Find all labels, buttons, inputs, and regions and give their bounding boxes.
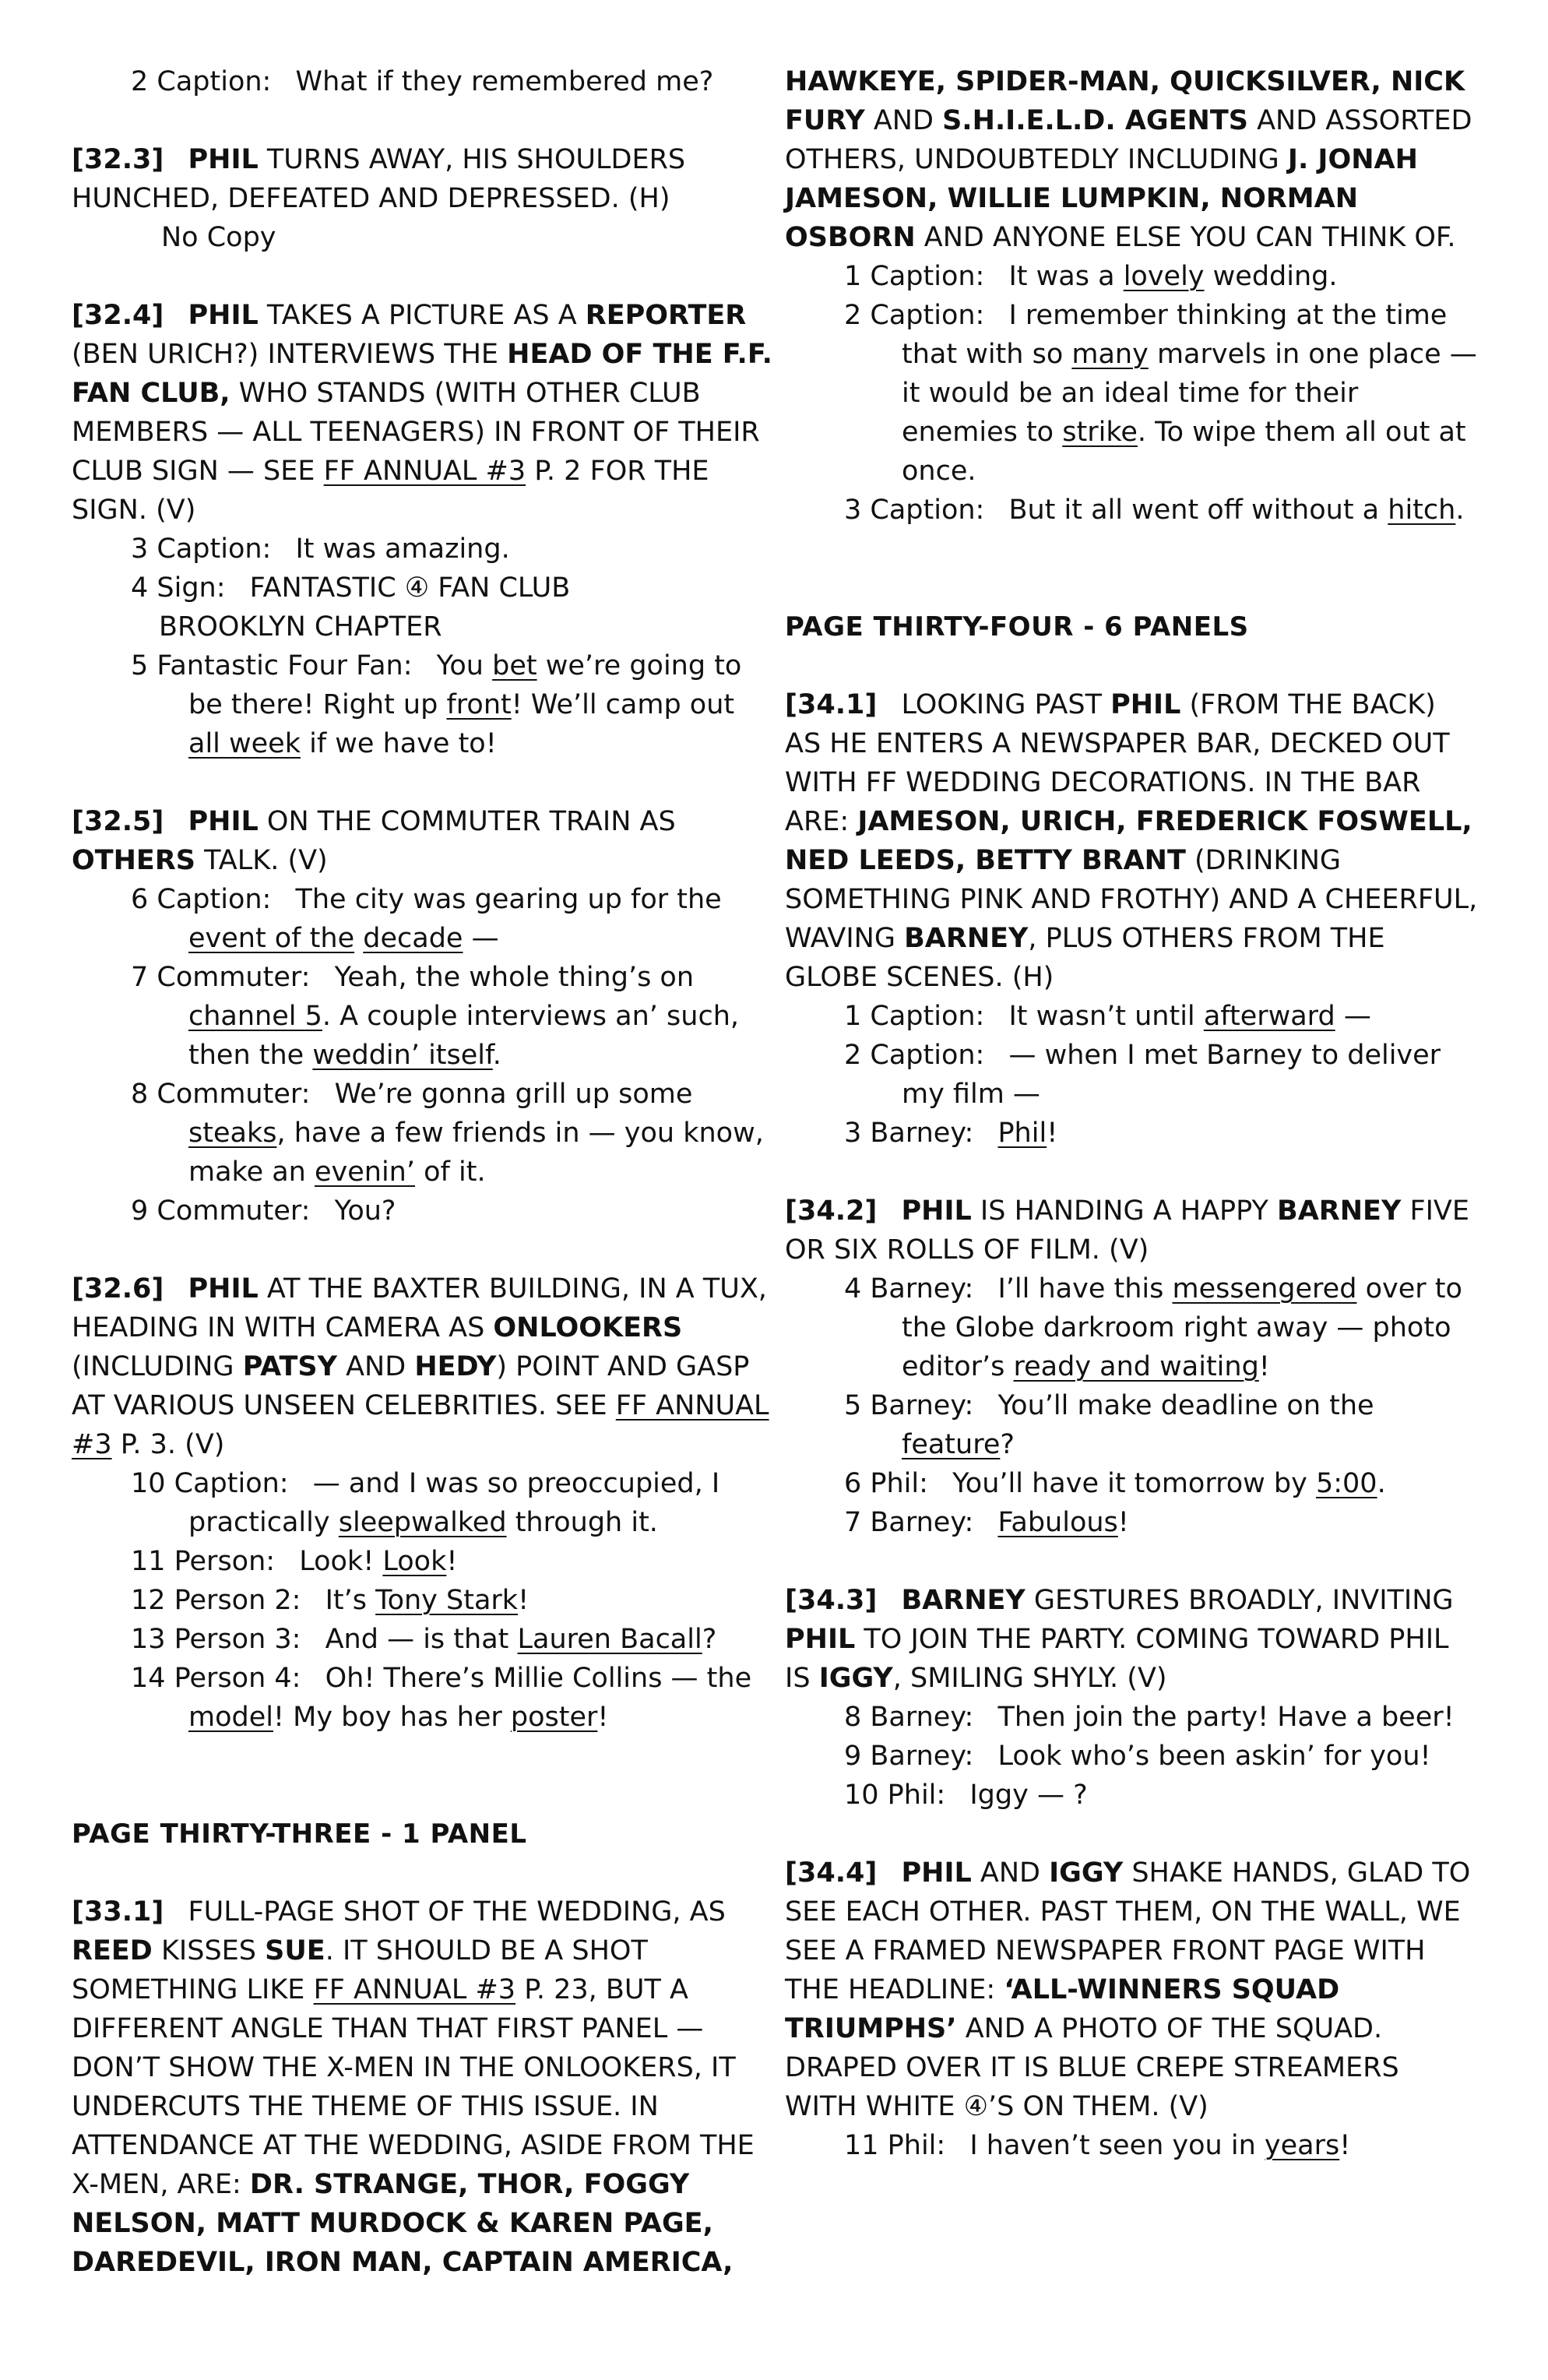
dialogue-text: ! (446, 1546, 458, 1577)
dialogue-line (131, 1620, 772, 1659)
speaker: 11 Person: (131, 1546, 276, 1577)
panel-number: [32.4] (72, 300, 164, 331)
dialogue-line (844, 1269, 1478, 1386)
dialogue-text: — (1343, 1001, 1371, 1032)
emphasis: poster (510, 1702, 598, 1733)
dialogue-continuation: BROOKLYN CHAPTER (159, 611, 442, 643)
panel-description (785, 685, 1478, 997)
emphasis: channel 5 (188, 1001, 322, 1032)
panel-description (785, 1581, 1478, 1698)
bold-text: PHIL (188, 144, 259, 175)
dialogue-text: . To wipe them all out at once. (902, 417, 1466, 487)
speaker: 11 Phil: (844, 2130, 946, 2161)
speaker: 6 Phil: (844, 1468, 928, 1499)
speaker: 1 Caption: (844, 261, 985, 292)
panel-text: ) POINT AND GASP AT VARIOUS UNSEEN CELEBRITIES. SEE (72, 1351, 750, 1421)
bold-text: PHIL (785, 1624, 856, 1655)
bold-text: HAWKEYE, SPIDER-MAN, QUICKSILVER, NICK FURY (785, 66, 1465, 136)
dialogue-text: It’s (325, 1585, 368, 1616)
dialogue-text: The city was gearing up for the (295, 884, 722, 915)
dialogue-text: I’ll have this (997, 1273, 1164, 1304)
speaker: 5 Fantastic Four Fan: (131, 650, 413, 681)
speaker: 14 Person 4: (131, 1663, 301, 1694)
panel-text: AND (980, 1857, 1040, 1889)
speaker: 10 Phil: (844, 1780, 946, 1811)
panel-description (72, 802, 772, 880)
panel-text: AND ASSORTED OTHERS, UNDOUBTEDLY INCLUDING (785, 105, 1472, 175)
emphasis: lovely (1123, 261, 1205, 292)
emphasis: Look (382, 1546, 447, 1577)
dialogue-line (131, 1542, 772, 1581)
reference-text: FF ANNUAL #3 (313, 1974, 516, 2005)
panel-description (72, 296, 772, 530)
speaker: 13 Person 3: (131, 1624, 301, 1655)
page-heading: PAGE THIRTY-FOUR - 6 PANELS (785, 611, 1249, 643)
panel-description-continued (785, 62, 1478, 257)
panel-number: [34.2] (785, 1195, 878, 1227)
bold-text: HEDY (414, 1351, 497, 1382)
dialogue-line (844, 997, 1478, 1036)
panel-text: WHO STANDS (WITH OTHER CLUB MEMBERS — ALL TEENAGERS) IN FRONT OF THEIR CLUB SIGN — SEE (72, 378, 760, 487)
speaker: 3 Caption: (131, 533, 272, 565)
panel-text: P. 3. (V) (120, 1429, 225, 1460)
emphasis: weddin’ itself (312, 1040, 493, 1071)
speaker: 5 Barney: (844, 1390, 974, 1421)
bold-text: BARNEY (1277, 1195, 1402, 1227)
page-heading: PAGE THIRTY-THREE - 1 PANEL (72, 1818, 527, 1850)
dialogue-text: over to the Globe darkroom right away — photo editor’s (902, 1273, 1462, 1382)
reference-text: FF ANNUAL #3 (323, 456, 526, 487)
bold-text: ONLOOKERS (493, 1312, 683, 1343)
dialogue-text: ? (702, 1624, 717, 1655)
panel-text: SHAKE HANDS, GLAD TO SEE EACH OTHER. PAST THEM, ON THE WALL, WE SEE A FRAMED NEWSPAPER FRONT PAGE WITH THE HEADLINE: (785, 1857, 1471, 2005)
emphasis: model (188, 1702, 273, 1733)
left-column (72, 62, 772, 2282)
emphasis: Tony Stark (375, 1585, 519, 1616)
panel-description (72, 140, 772, 218)
emphasis: feature (902, 1429, 1001, 1460)
speaker: 9 Commuter: (131, 1195, 311, 1227)
emphasis: years (1264, 2130, 1340, 2161)
bold-text: PHIL (188, 300, 259, 331)
panel-text: P. 23, BUT A DIFFERENT ANGLE THAN THAT FIRST PANEL — DON’T SHOW THE X-MEN IN THE ONLOOKERS, IT UNDERCUTS THE THEME OF THIS ISSUE. IN ATTENDANCE AT THE WEDDING, ASIDE FROM THE X-MEN, ARE: (72, 1974, 755, 2200)
panel-text: ON THE COMMUTER TRAIN AS (266, 806, 676, 837)
dialogue-line (131, 1192, 772, 1230)
panel-number: [34.1] (785, 689, 878, 720)
emphasis: many (1071, 339, 1149, 370)
dialogue-line (131, 1075, 772, 1192)
dialogue-line (844, 1698, 1478, 1737)
dialogue-text: — and I was so preoccupied, I practically (188, 1468, 720, 1538)
dialogue-line (131, 569, 772, 607)
panel-number: [34.3] (785, 1585, 878, 1616)
dialogue-line (131, 880, 772, 958)
emphasis: decade (363, 923, 463, 954)
dialogue-text: Look! (299, 1546, 375, 1577)
speaker: 8 Barney: (844, 1702, 974, 1733)
bold-text: PATSY (242, 1351, 337, 1382)
dialogue-line (131, 1464, 772, 1542)
panel-text: FULL-PAGE SHOT OF THE WEDDING, AS (188, 1896, 726, 1928)
dialogue-text: You? (334, 1195, 396, 1227)
dialogue-line (844, 1114, 1478, 1153)
bold-text: PHIL (901, 1195, 972, 1227)
bold-text: PHIL (1110, 689, 1181, 720)
dialogue-line (844, 296, 1478, 491)
panel-text: LOOKING PAST (901, 689, 1102, 720)
dialogue-text: What if they remembered me? (295, 66, 714, 97)
panel-number: [32.3] (72, 144, 164, 175)
dialogue-text: We’re gonna grill up some (334, 1079, 693, 1110)
bold-text: PHIL (188, 1273, 259, 1304)
panel-text: IS HANDING A HAPPY (980, 1195, 1268, 1227)
emphasis: afterward (1203, 1001, 1335, 1032)
speaker: 6 Caption: (131, 884, 272, 915)
emphasis: ready and waiting (1013, 1351, 1259, 1382)
dialogue-text: It was a (1008, 261, 1115, 292)
dialogue-text: ! (1258, 1351, 1270, 1382)
speaker: 3 Caption: (844, 495, 985, 526)
dialogue-text: ? (1000, 1429, 1015, 1460)
dialogue-line (844, 1464, 1478, 1503)
panel-number: [33.1] (72, 1896, 164, 1928)
right-column (785, 62, 1478, 2165)
dialogue-text: Iggy — ? (969, 1780, 1088, 1811)
dialogue-line (131, 530, 772, 569)
panel-number: [34.4] (785, 1857, 878, 1889)
dialogue-text: . A couple interviews an’ such, then the (188, 1001, 740, 1071)
bold-text: PHIL (188, 806, 259, 837)
dialogue-text: ! (1117, 1507, 1129, 1538)
speaker: 7 Commuter: (131, 962, 311, 993)
dialogue-text: wedding. (1212, 261, 1338, 292)
dialogue-text: ! (518, 1585, 529, 1616)
bold-text: IGGY (818, 1663, 893, 1694)
dialogue-text: ! (1047, 1118, 1058, 1149)
panel-number: [32.6] (72, 1273, 164, 1304)
dialogue-text: if we have to! (309, 728, 497, 759)
speaker: 4 Sign: (131, 572, 226, 604)
dialogue-text: we’re going to be there! Right up (188, 650, 742, 720)
dialogue-line (844, 1776, 1478, 1815)
dialogue-text: FANTASTIC ④ FAN CLUB (249, 572, 571, 604)
dialogue-line (131, 1581, 772, 1620)
bold-text: IGGY (1049, 1857, 1124, 1889)
dialogue-text: , have a few friends in — you know, make an (188, 1118, 764, 1188)
dialogue-text: It wasn’t until (1008, 1001, 1195, 1032)
dialogue-text: . (1377, 1468, 1386, 1499)
dialogue-text: You’ll make deadline on the (997, 1390, 1374, 1421)
emphasis: messengered (1172, 1273, 1357, 1304)
bold-text: REED (72, 1935, 153, 1966)
dialogue-text: ! We’ll camp out (511, 689, 735, 720)
dialogue-line (131, 958, 772, 1075)
emphasis: event of the (188, 923, 355, 954)
dialogue-line (844, 1036, 1478, 1114)
bold-text: J. JONAH JAMESON, WILLIE LUMPKIN, NORMAN OSBORN (785, 144, 1418, 253)
bold-text: JAMESON, URICH, FREDERICK FOSWELL, NED LEEDS, BETTY BRANT (785, 806, 1472, 876)
dialogue-line (844, 491, 1478, 530)
dialogue-text: ! (597, 1702, 609, 1733)
dialogue-text: of it. (424, 1157, 486, 1188)
panel-number: [32.5] (72, 806, 164, 837)
emphasis: steaks (188, 1118, 277, 1149)
emphasis: sleepwalked (338, 1507, 507, 1538)
panel-text: (DRINKING SOMETHING PINK AND FROTHY) AND A CHEERFUL, WAVING (785, 845, 1478, 954)
dialogue-text: ! My boy has her (273, 1702, 502, 1733)
bold-text: PHIL (901, 1857, 972, 1889)
emphasis: front (446, 689, 512, 720)
dialogue-text: I remember thinking at the time that with so (902, 300, 1448, 370)
panel-text: TURNS AWAY, HIS SHOULDERS HUNCHED, DEFEATED AND DEPRESSED. (H) (72, 144, 686, 214)
dialogue-text: ! (1339, 2130, 1351, 2161)
speaker: 2 Caption: (844, 300, 985, 331)
panel-text: AND A PHOTO OF THE SQUAD. DRAPED OVER IT IS BLUE CREPE STREAMERS WITH WHITE ④’S ON THEM. (V) (785, 2013, 1399, 2122)
emphasis: bet (492, 650, 537, 681)
speaker: 2 Caption: (844, 1040, 985, 1071)
bold-text: DR. STRANGE, THOR, FOGGY NELSON, MATT MURDOCK & KAREN PAGE, DAREDEVIL, IRON MAN, CAPTAIN AMERICA, (72, 2169, 734, 2278)
panel-text: (BEN URICH?) INTERVIEWS THE (72, 339, 499, 370)
speaker: 8 Commuter: (131, 1079, 311, 1110)
dialogue-line (844, 1386, 1478, 1464)
dialogue-text: — when I met Barney to deliver my film — (902, 1040, 1441, 1110)
dialogue-text: marvels in one place — it would be an ideal time for their enemies to (902, 339, 1477, 448)
panel-text: AND (873, 105, 934, 136)
emphasis: hitch (1388, 495, 1456, 526)
bold-text: S.H.I.E.L.D. AGENTS (942, 105, 1248, 136)
panel-text: (FROM THE BACK) AS HE ENTERS A NEWSPAPER BAR, DECKED OUT WITH FF WEDDING DECORATIONS. IN THE BAR ARE: (785, 689, 1450, 837)
dialogue-line (844, 1503, 1478, 1542)
panel-description (785, 1192, 1478, 1269)
speaker: 1 Caption: (844, 1001, 985, 1032)
panel-text: TAKES A PICTURE AS A (266, 300, 577, 331)
panel-description (785, 1854, 1478, 2126)
dialogue-text: . (1455, 495, 1465, 526)
no-copy-note: No Copy (161, 222, 276, 253)
emphasis: Phil (997, 1118, 1047, 1149)
bold-text: OTHERS (72, 845, 195, 876)
reference-text: FF ANNUAL #3 (72, 1390, 769, 1460)
dialogue-text: Yeah, the whole thing’s on (334, 962, 695, 993)
panel-text: TALK. (V) (204, 845, 328, 876)
dialogue-text: I haven’t seen you in (969, 2130, 1256, 2161)
dialogue-text: through it. (515, 1507, 658, 1538)
panel-text: P. 2 FOR THE SIGN. (V) (72, 456, 709, 526)
speaker: 9 Barney: (844, 1741, 974, 1772)
panel-text: AT THE BAXTER BUILDING, IN A TUX, HEADING IN WITH CAMERA AS (72, 1273, 767, 1343)
dialogue-line (131, 1659, 772, 1737)
emphasis: evenin’ (315, 1157, 415, 1188)
dialogue-text: Oh! There’s Millie Collins — the (325, 1663, 752, 1694)
dialogue-line (844, 1737, 1478, 1776)
dialogue-text: Then join the party! Have a beer! (997, 1702, 1455, 1733)
speaker: 4 Barney: (844, 1273, 974, 1304)
speaker: 7 Barney: (844, 1507, 974, 1538)
speaker: 2 Caption: (131, 66, 272, 97)
dialogue-text: You’ll have it tomorrow by (952, 1468, 1307, 1499)
panel-text: , SMILING SHYLY. (V) (892, 1663, 1167, 1694)
emphasis: Lauren Bacall (517, 1624, 702, 1655)
dialogue-line (131, 646, 772, 763)
dialogue-line (844, 257, 1478, 296)
emphasis: 5:00 (1315, 1468, 1377, 1499)
speaker: 12 Person 2: (131, 1585, 301, 1616)
dialogue-text: But it all went off without a (1008, 495, 1380, 526)
panel-description (72, 1269, 772, 1464)
speaker: 3 Barney: (844, 1118, 974, 1149)
dialogue-text: — (471, 923, 499, 954)
bold-text: BARNEY (904, 923, 1029, 954)
panel-text: (INCLUDING (72, 1351, 234, 1382)
panel-text: , PLUS OTHERS FROM THE GLOBE SCENES. (H) (785, 923, 1385, 993)
panel-text: FIVE OR SIX ROLLS OF FILM. (V) (785, 1195, 1469, 1266)
panel-text: AND ANYONE ELSE YOU CAN THINK OF. (924, 222, 1456, 253)
panel-description (72, 1892, 772, 2282)
bold-text: BARNEY (901, 1585, 1026, 1616)
dialogue-text: You (436, 650, 484, 681)
bold-text: REPORTER (585, 300, 747, 331)
bold-text: SUE (265, 1935, 325, 1966)
panel-text: AND (346, 1351, 406, 1382)
dialogue-text: It was amazing. (295, 533, 510, 565)
emphasis: strike (1062, 417, 1138, 448)
dialogue-text: Look who’s been askin’ for you! (997, 1741, 1431, 1772)
panel-text: GESTURES BROADLY, INVITING (1033, 1585, 1454, 1616)
bold-text: HEAD OF THE F.F. FAN CLUB, (72, 339, 772, 409)
speaker: 10 Caption: (131, 1468, 289, 1499)
dialogue-line (844, 2126, 1478, 2165)
panel-text: TO JOIN THE PARTY. COMING TOWARD PHIL IS (785, 1624, 1449, 1694)
dialogue-line (131, 62, 772, 101)
bold-text: ‘ALL-WINNERS SQUAD TRIUMPHS’ (785, 1974, 1340, 2044)
dialogue-text: And — is that (325, 1624, 509, 1655)
dialogue-text: . (492, 1040, 501, 1071)
emphasis: Fabulous (997, 1507, 1118, 1538)
panel-text: . IT SHOULD BE A SHOT SOMETHING LIKE (72, 1935, 648, 2005)
panel-text: KISSES (160, 1935, 257, 1966)
emphasis: all week (188, 728, 301, 759)
